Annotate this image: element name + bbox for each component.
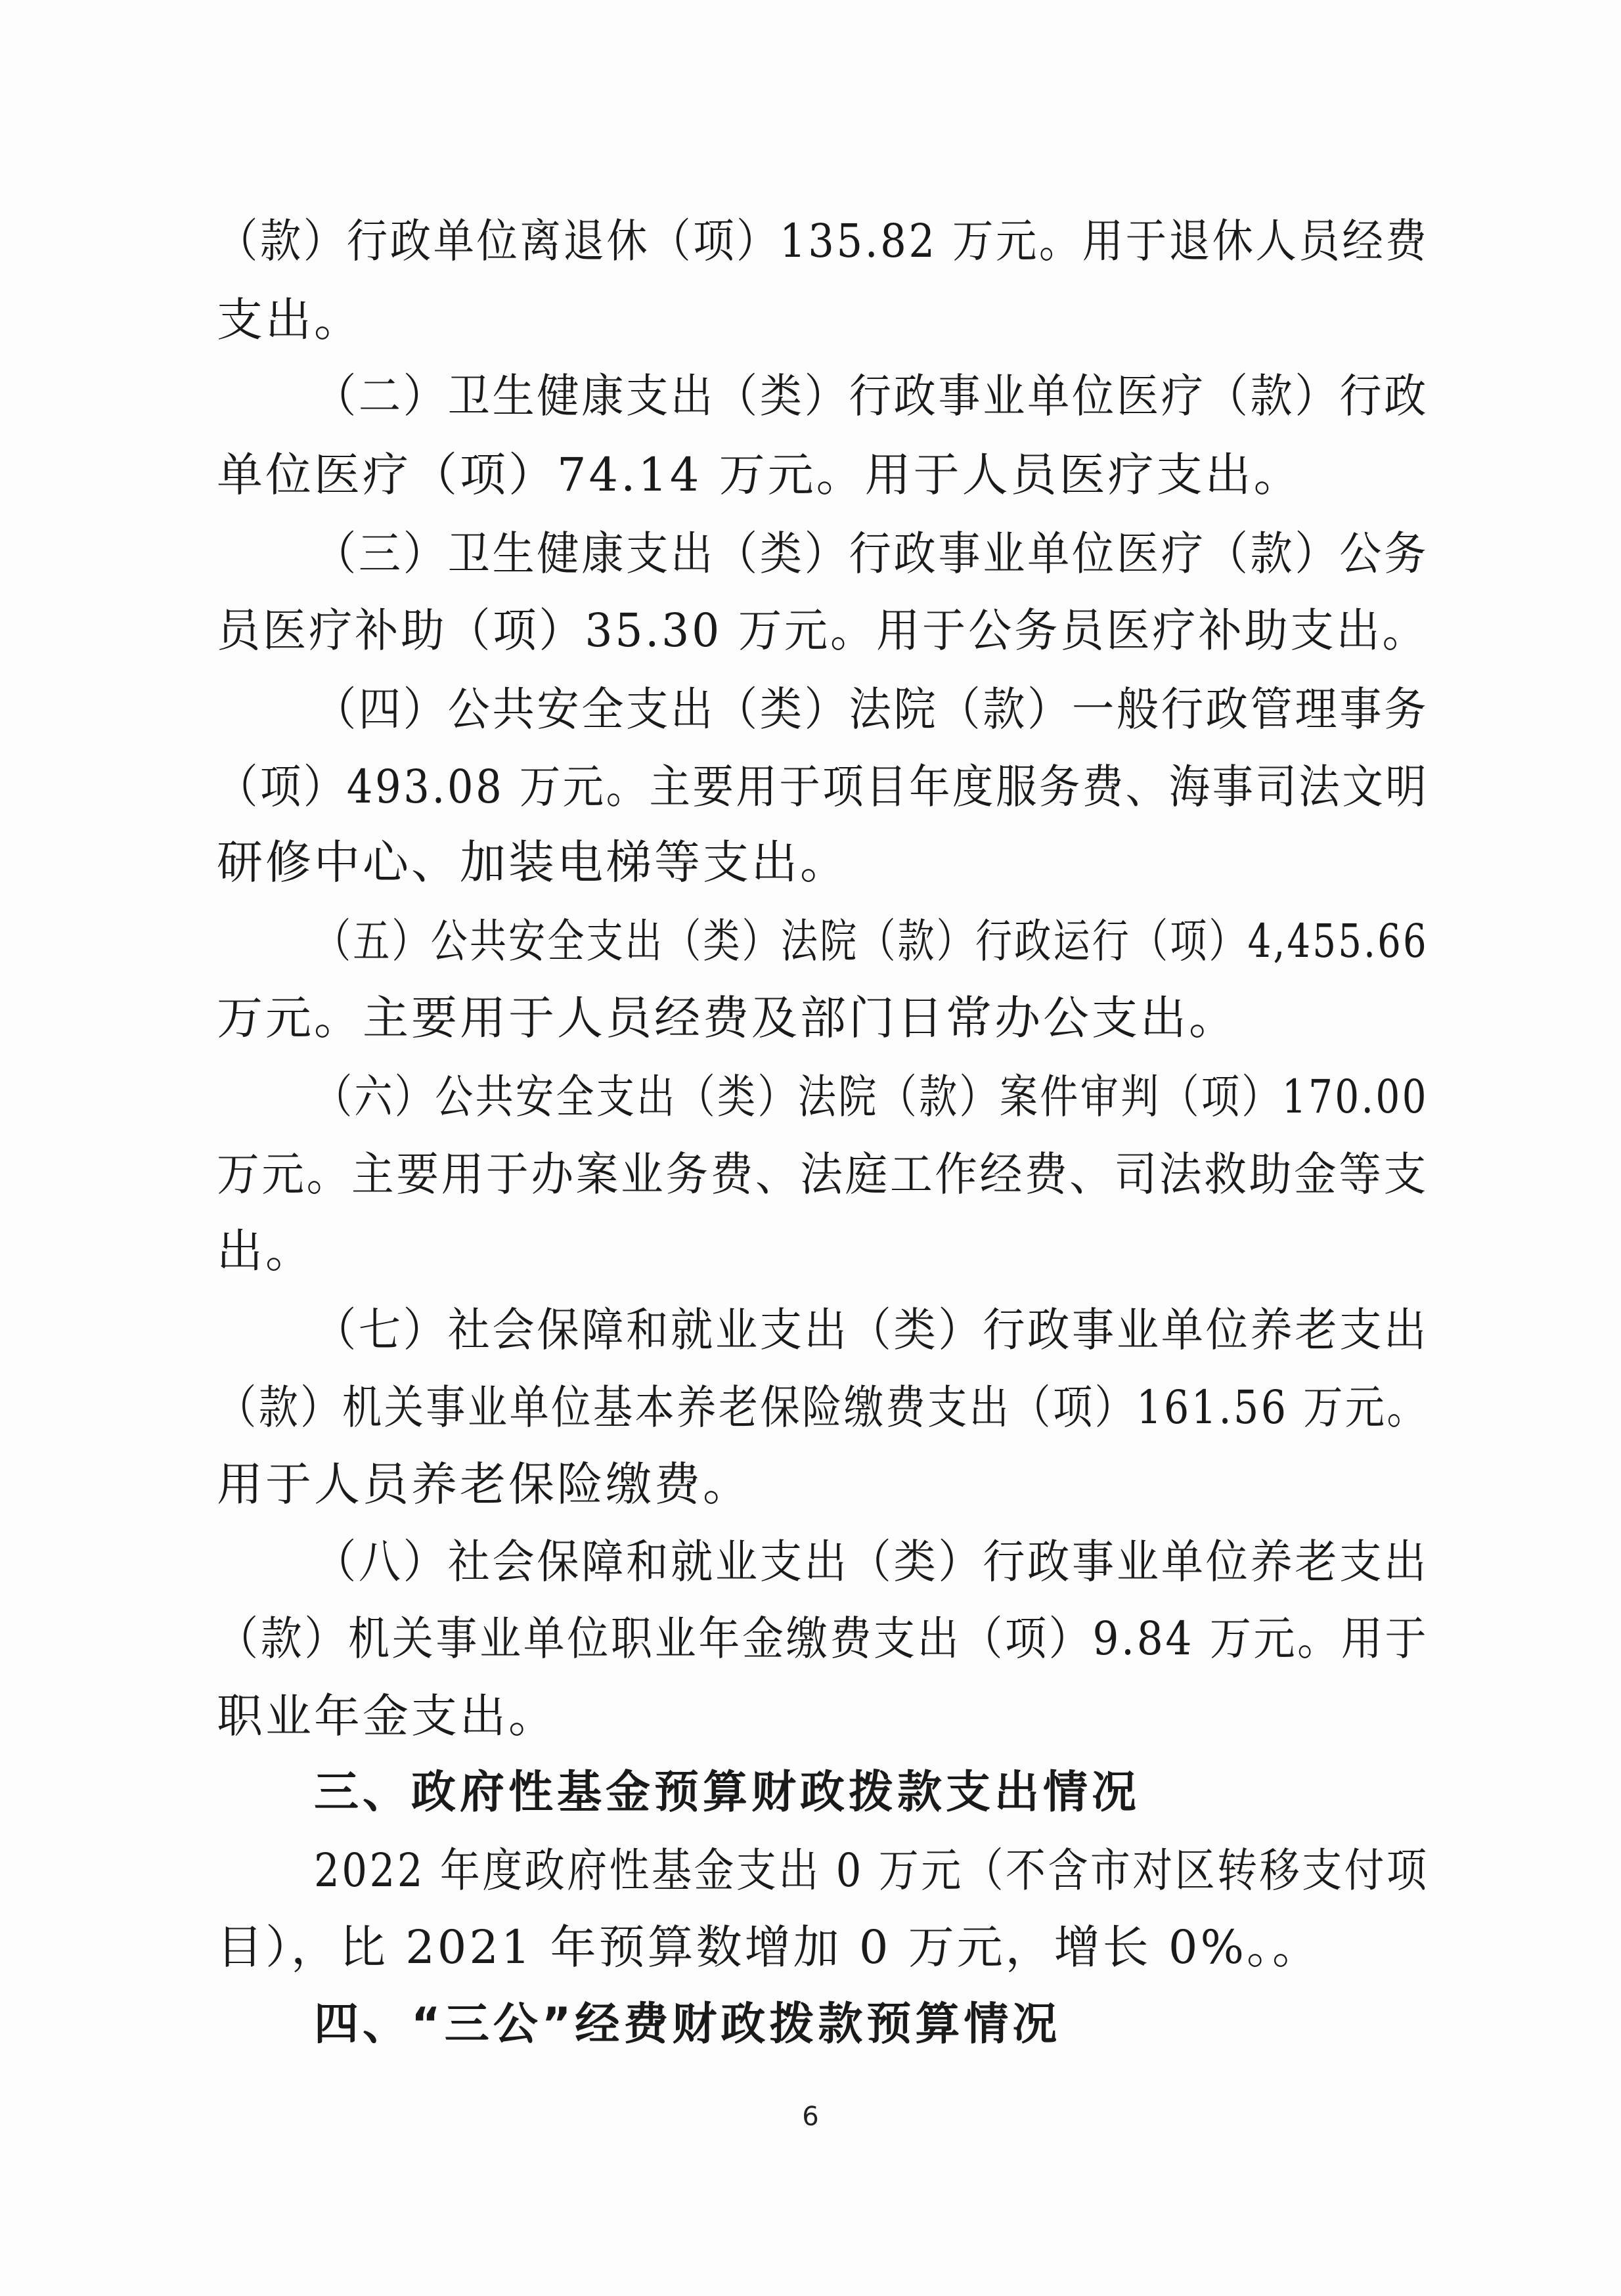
text-line: 研修中心、加装电梯等支出。 — [217, 835, 849, 889]
text-line: 目），比 2021 年预算数增加 0 万元，增长 0%。。 — [217, 1920, 1321, 1974]
text-line: （款）机关事业单位基本养老保险缴费支出（项）161.56 万元。 — [217, 1380, 1429, 1434]
text-line: （八）社会保障和就业支出（类）行政事业单位养老支出 — [314, 1535, 1429, 1589]
text-line: 万元。主要用于人员经费及部门日常办公支出。 — [217, 991, 1237, 1045]
text-line: （项）493.08 万元。主要用于项目年度服务费、海事司法文明 — [217, 760, 1429, 814]
text-line: 员医疗补助（项）35.30 万元。用于公务员医疗补助支出。 — [217, 604, 1429, 657]
page-number: 6 — [802, 2102, 819, 2132]
text-line: （五）公共安全支出（类）法院（款）行政运行（项）4,455.66 — [314, 914, 1429, 968]
text-line: 单位医疗（项）74.14 万元。用于人员医疗支出。 — [217, 448, 1302, 502]
text-line: （三）卫生健康支出（类）行政事业单位医疗（款）公务 — [314, 527, 1429, 581]
text-line: 出。 — [217, 1224, 314, 1278]
section-heading: 四、“三公”经费财政拨款预算情况 — [314, 1998, 1061, 2050]
text-line: （款）行政单位离退休（项）135.82 万元。用于退休人员经费 — [217, 214, 1429, 268]
text-line: （七）社会保障和就业支出（类）行政事业单位养老支出 — [314, 1303, 1429, 1357]
text-line: （六）公共安全支出（类）法院（款）案件审判（项）170.00 — [314, 1070, 1429, 1124]
text-line: 万元。主要用于办案业务费、法庭工作经费、司法救助金等支 — [217, 1147, 1429, 1201]
section-heading: 三、政府性基金预算财政拨款支出情况 — [314, 1767, 1141, 1819]
text-line: （二）卫生健康支出（类）行政事业单位医疗（款）行政 — [314, 369, 1429, 423]
text-line: （款）机关事业单位职业年金缴费支出（项）9.84 万元。用于 — [217, 1612, 1429, 1666]
text-line: 支出。 — [217, 293, 363, 347]
text-line: （四）公共安全支出（类）法院（款）一般行政管理事务 — [314, 682, 1429, 736]
text-line: 职业年金支出。 — [217, 1689, 557, 1743]
text-line: 2022 年度政府性基金支出 0 万元（不含市对区转移支付项 — [314, 1843, 1429, 1897]
text-line: 用于人员养老保险缴费。 — [217, 1457, 751, 1511]
